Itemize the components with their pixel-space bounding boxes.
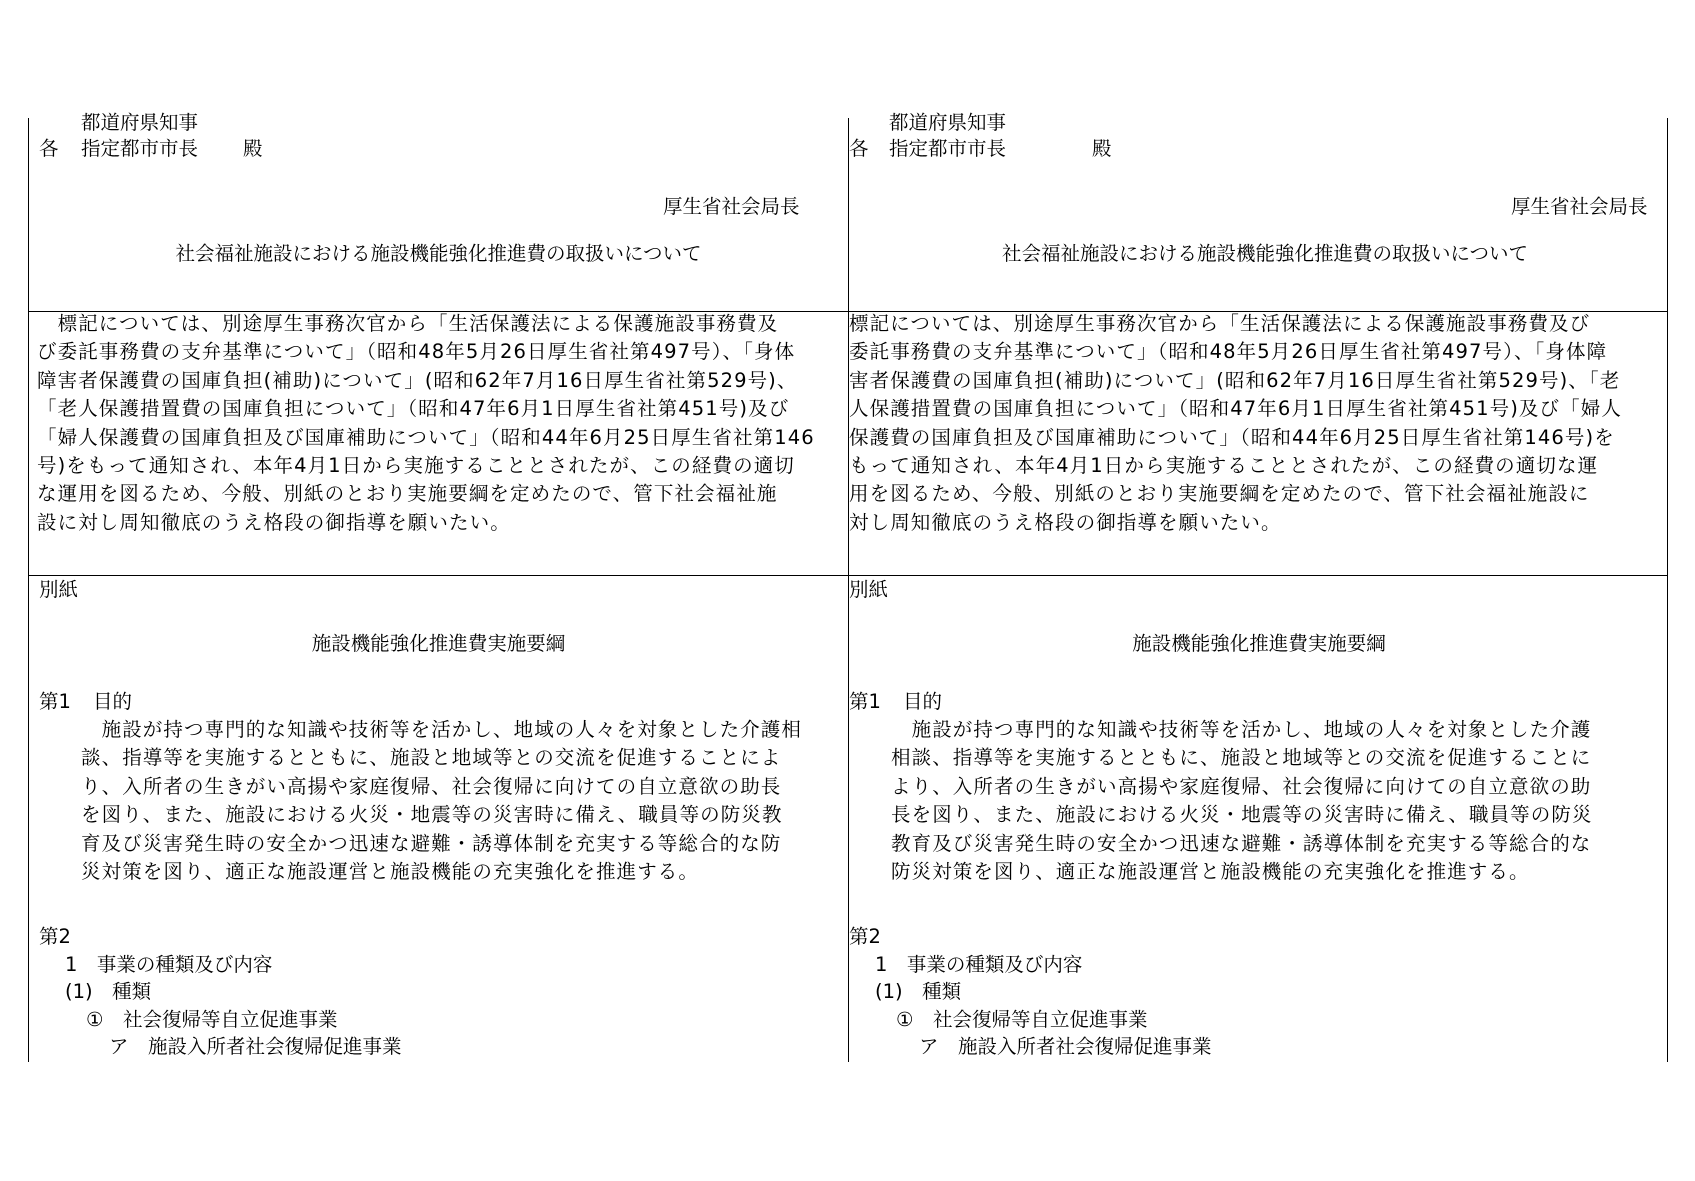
left-attachment-cell [29,576,848,1062]
left-header-cell [29,111,848,311]
left-body-cell [29,312,848,575]
body-line: 標記については、別途厚生事務次官から「生活保護法による保護施設事務費及 [37,312,779,335]
body-paragraph [849,310,1661,537]
body-line: な運用を図るため、今般、別紙のとおり実施要綱を定めたので、管下社会福祉施 [37,482,778,506]
document-title: 社会福祉施設における施設機能強化推進費の取扱いについて [175,242,702,265]
section1-paragraph [81,716,843,886]
section2-number: 第2 [39,925,71,948]
comparison-table [28,111,1668,1062]
addressee-line1: 都道府県知事 [889,111,1007,134]
right-attachment-cell [849,576,1669,1062]
body-line: 標記については、別途厚生事務次官から「生活保護法による保護施設事務費及び [849,312,1591,335]
right-body-cell [849,312,1669,575]
section2-item1-1: (1) 種類 [65,980,152,1003]
section1-number: 第1 [39,690,71,713]
section1-line: 育及び災害発生時の安全かつ迅速な避難・誘導体制を充実する等総合的な防 [81,831,782,855]
outline-title: 施設機能強化推進費実施要綱 [311,632,566,655]
sender-name: 厚生省社会局長 [663,195,800,218]
section1-line: 長を図り、また、施設における火災・地震等の災害時に備え、職員等の防災 [891,803,1593,827]
addressee-line2: 指定都市市長 [81,137,199,160]
addressee-prefix: 各 [849,137,869,160]
section1-heading: 目的 [903,690,943,713]
section1-line: 教育及び災害発生時の安全かつ迅速な避難・誘導体制を充実する等総合的な [891,831,1592,855]
right-header-cell [849,111,1669,311]
section1-number: 第1 [849,690,881,713]
section2-item1-1-1: ① 社会復帰等自立促進事業 [86,1008,338,1031]
body-line: 保護費の国庫負担及び国庫補助について」（昭和44年6月25日厚生省社第146号)を [849,425,1615,449]
body-line: 用を図るため、今般、別紙のとおり実施要綱を定めたので、管下社会福祉施設に [849,482,1590,506]
section2-number: 第2 [849,925,881,948]
section2-item1: 1 事業の種類及び内容 [65,953,273,976]
body-line: 対し周知徹底のうえ格段の御指導を願いたい。 [849,510,1282,534]
document-title: 社会福祉施設における施設機能強化推進費の取扱いについて [1001,242,1529,265]
section1-line: より、入所者の生きがい高揚や家庭復帰、社会復帰に向けての自立意欲の助 [891,774,1592,798]
section1-line: 施設が持つ専門的な知識や技術等を活かし、地域の人々を対象とした介護 [891,718,1592,741]
section2-item1-1: (1) 種類 [875,980,962,1003]
section1-line: 相談、指導等を実施するとともに、施設と地域等との交流を促進することに [891,746,1592,770]
addressee-honorific: 殿 [1092,137,1112,160]
section2-item1-1-1-a: ア 施設入所者社会復帰促進事業 [109,1035,402,1058]
body-line: 人保護措置費の国庫負担について」（昭和47年6月1日厚生省社第451号)及び「婦人 [849,397,1622,421]
attachment-label: 別紙 [849,578,889,601]
body-line: もって通知され、本年4月1日から実施することとされたが、この経費の適切な運 [849,454,1599,478]
body-paragraph [37,310,842,537]
section1-heading: 目的 [93,690,133,713]
addressee-line1: 都道府県知事 [81,111,199,134]
body-line: 害者保護費の国庫負担(補助)について」(昭和62年7月16日厚生省社第529号)、「老 [849,368,1621,392]
body-line: 委託事務費の支弁基準について」（昭和48年5月26日厚生省社第497号）、「身体障 [849,340,1608,364]
body-line: 設に対し周知徹底のうえ格段の御指導を願いたい。 [37,510,511,534]
section2-item1-1-1-a: ア 施設入所者社会復帰促進事業 [919,1035,1212,1058]
section1-line: を図り、また、施設における火災・地震等の災害時に備え、職員等の防災教 [81,803,783,827]
body-line: 「老人保護措置費の国庫負担について」（昭和47年6月1日厚生省社第451号)及び [37,397,790,421]
section1-line: 談、指導等を実施するとともに、施設と地域等との交流を促進することによ [81,746,782,770]
body-line: 障害者保護費の国庫負担(補助)について」(昭和62年7月16日厚生省社第529号)、 [37,368,798,392]
body-line: び委託事務費の支弁基準について」（昭和48年5月26日厚生省社第497号）、「身体 [37,340,796,364]
addressee-honorific: 殿 [243,137,263,160]
section1-line: 防災対策を図り、適正な施設運営と施設機能の充実強化を推進する。 [891,860,1530,884]
outline-title: 施設機能強化推進費実施要綱 [1132,632,1386,655]
sender-name: 厚生省社会局長 [1511,195,1648,218]
section1-paragraph [891,716,1659,886]
section1-line: り、入所者の生きがい高揚や家庭復帰、社会復帰に向けての自立意欲の助長 [81,774,782,798]
section2-item1: 1 事業の種類及び内容 [875,953,1083,976]
section1-line: 災対策を図り、適正な施設運営と施設機能の充実強化を推進する。 [81,860,700,884]
body-line: 「婦人保護費の国庫負担及び国庫補助について」（昭和44年6月25日厚生省社第146 [37,425,815,449]
addressee-line2: 指定都市市長 [889,137,1007,160]
section2-item1-1-1: ① 社会復帰等自立促進事業 [896,1008,1148,1031]
attachment-label: 別紙 [39,578,79,601]
addressee-prefix: 各 [39,137,59,160]
body-line: 号)をもって通知され、本年4月1日から実施することとされたが、この経費の適切 [37,454,795,478]
section1-line: 施設が持つ専門的な知識や技術等を活かし、地域の人々を対象とした介護相 [81,718,803,741]
